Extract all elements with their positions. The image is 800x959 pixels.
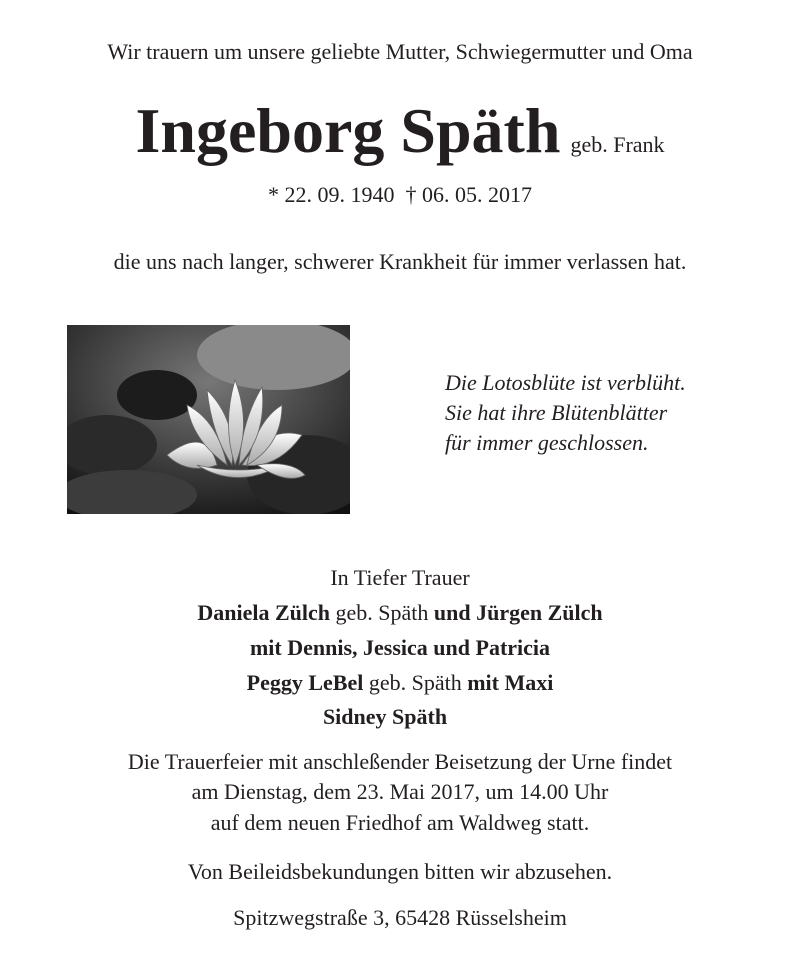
poem-line: Die Lotosblüte ist verblüht. xyxy=(445,370,686,395)
birth-date: 22. 09. 1940 xyxy=(284,182,395,207)
birth-star-icon: * xyxy=(268,182,279,207)
mourner-line: mit Dennis, Jessica und Patricia xyxy=(249,635,551,660)
death-date: 06. 05. 2017 xyxy=(422,182,532,207)
mourner-name: mit Maxi xyxy=(467,670,554,695)
death-cross-icon: † xyxy=(405,182,417,207)
maiden-name: geb. Frank xyxy=(570,132,665,157)
address: Spitzwegstraße 3, 65428 Rüsselsheim xyxy=(233,905,567,930)
poem-line: für immer geschlossen. xyxy=(445,430,649,455)
mourners-heading: In Tiefer Trauer xyxy=(330,565,470,590)
mourner-name: und Jürgen Zülch xyxy=(433,600,603,625)
funeral-line: auf dem neuen Friedhof am Waldweg statt. xyxy=(210,810,590,835)
mourner-name: Daniela Zülch xyxy=(197,600,330,625)
intro-text: Wir trauern um unsere geliebte Mutter, Schwiegermutter und Oma xyxy=(107,39,693,64)
funeral-line: am Dienstag, dem 23. Mai 2017, um 14.00 Uhr xyxy=(191,779,609,804)
subline: die uns nach langer, schwerer Krankheit für immer verlassen hat. xyxy=(113,249,687,274)
mourner-line: Sidney Späth xyxy=(322,704,448,729)
lotus-flower-photo xyxy=(67,325,350,514)
mourner-line xyxy=(0,600,800,626)
poem xyxy=(445,368,686,458)
poem-line: Sie hat ihre Blütenblätter xyxy=(445,400,668,425)
condolence-note: Von Beileidsbekundungen bitten wir abzusehen. xyxy=(187,859,613,884)
mourner-maiden: geb. Späth xyxy=(335,600,429,625)
mourner-maiden: geb. Späth xyxy=(368,670,462,695)
deceased-name: Ingeborg Späth xyxy=(135,95,561,166)
mourner-name: Peggy LeBel xyxy=(246,670,364,695)
mourner-line xyxy=(0,670,800,696)
deceased-name-line xyxy=(0,96,800,180)
funeral-line: Die Trauerfeier mit anschleßender Beisetzung der Urne findet xyxy=(127,749,673,774)
life-dates xyxy=(0,182,800,208)
